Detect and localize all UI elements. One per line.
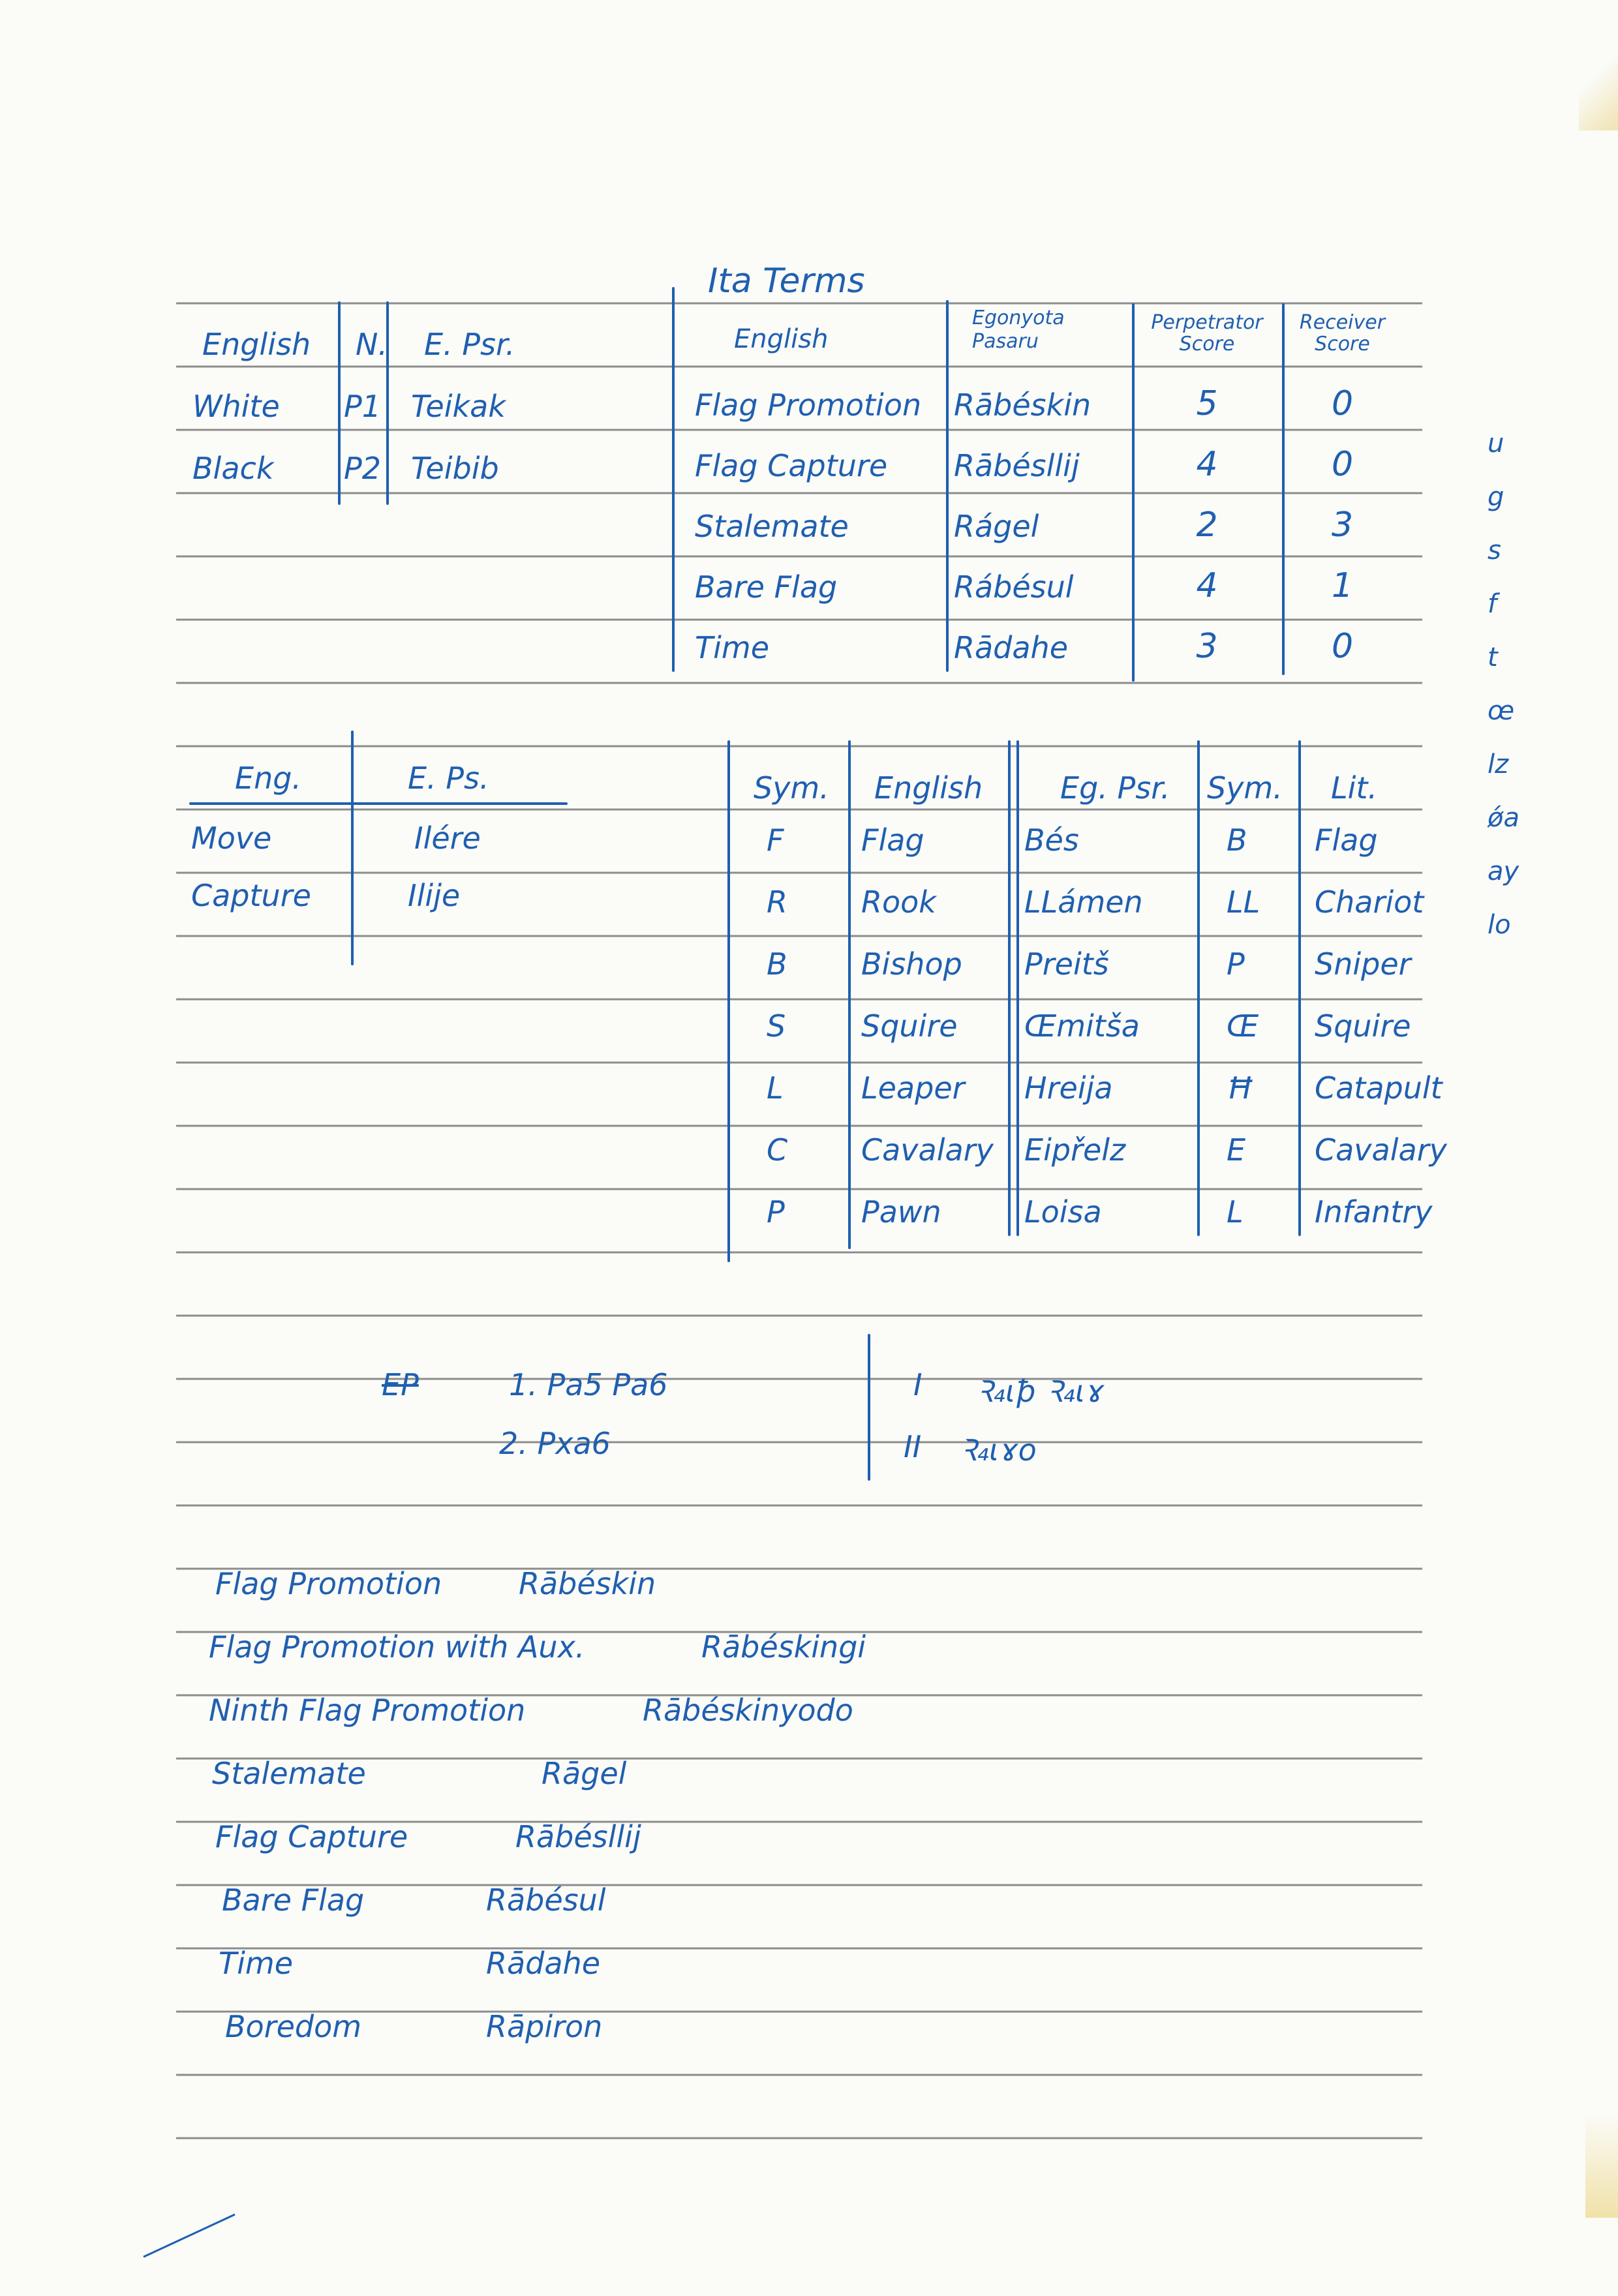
players-row-1-epsr: Teikak [411, 389, 506, 424]
side-letter: ay [1488, 856, 1519, 886]
pieces-row-sym: L [767, 1070, 784, 1106]
side-letter: s [1488, 536, 1501, 566]
players-header-english: English [202, 327, 311, 362]
pieces-row-sym: S [767, 1008, 786, 1044]
pieces-row-lit: Squire [1315, 1008, 1411, 1044]
scoring-row-receiver: 0 [1331, 445, 1354, 484]
pieces-row-sym2: E [1227, 1132, 1246, 1168]
term-english: Boredom [225, 2009, 362, 2044]
scoring-divider-1 [946, 300, 949, 672]
scoring-row-perpetrator: 2 [1196, 506, 1218, 545]
scoring-row-receiver: 0 [1331, 384, 1354, 423]
scoring-row-english: Stalemate [695, 509, 849, 544]
pieces-row-lit: Infantry [1315, 1194, 1433, 1230]
term-native: Rāgel [542, 1756, 627, 1791]
page-corner-stain [1579, 39, 1618, 130]
native-line-1: Ꝛ₄ɩꝥ Ꝛ₄ɩɤ [975, 1374, 1105, 1409]
pieces-row-egpsr: Hreija [1024, 1070, 1113, 1106]
pieces-row-sym: P [767, 1194, 785, 1230]
pieces-header-egpsr: Eg. Psr. [1060, 770, 1170, 806]
pieces-row-english: Bishop [861, 946, 962, 982]
native-line-2: Ꝛ₄ɩɤo [959, 1432, 1037, 1468]
pieces-row-sym2: P [1227, 946, 1245, 982]
moves-row-2-eng: Capture [191, 878, 311, 913]
notation-label: EP [382, 1367, 419, 1402]
pieces-row-sym2: Œ [1227, 1008, 1259, 1044]
scoring-header-egonyota: Egonyota Pasaru [972, 307, 1065, 353]
pieces-row-egpsr: Preitš [1024, 946, 1109, 982]
side-letter: t [1488, 642, 1498, 672]
scoring-row-egonyota: Rādahe [954, 630, 1068, 665]
pieces-row-english: Cavalary [861, 1132, 994, 1168]
pieces-row-sym2: B [1227, 823, 1247, 858]
page-title: Ita Terms [708, 262, 865, 301]
players-row-2-n: P2 [344, 451, 382, 486]
scoring-header-receiver: Receiver Score [1299, 311, 1386, 355]
players-row-1-english: White [192, 389, 280, 424]
term-english: Flag Promotion [215, 1566, 442, 1601]
moves-header-eng: Eng. [235, 761, 302, 796]
scoring-row-english: Flag Capture [695, 448, 888, 483]
pieces-row-english: Pawn [861, 1194, 941, 1230]
pieces-row-sym: C [767, 1132, 788, 1168]
pieces-row-english: Rook [861, 884, 936, 920]
term-native: Rābéskingi [701, 1629, 866, 1665]
scoring-row-receiver: 0 [1331, 627, 1354, 666]
scoring-row-egonyota: Rágel [954, 509, 1039, 544]
pieces-row-lit: Catapult [1315, 1070, 1442, 1106]
pieces-row-sym2: Ħ [1227, 1070, 1255, 1106]
pieces-row-sym: B [767, 946, 787, 982]
term-native: Rāpiron [486, 2009, 603, 2044]
scoring-row-perpetrator: 4 [1196, 566, 1218, 605]
players-row-1-n: P1 [344, 389, 382, 424]
side-letter: œ [1488, 696, 1515, 726]
scoring-row-egonyota: Rābésllij [954, 448, 1080, 483]
pieces-header-english: English [874, 770, 983, 806]
moves-row-1-eng: Move [191, 821, 272, 856]
scoring-row-egonyota: Rābéskin [954, 387, 1091, 423]
pieces-row-egpsr: Œmitša [1024, 1008, 1140, 1044]
pieces-divider-1 [848, 740, 851, 1249]
moves-header-eps: E. Ps. [408, 761, 489, 796]
pieces-row-sym: F [767, 823, 784, 858]
notation-line-2: 2. Pxa6 [499, 1426, 611, 1461]
pieces-divider-2b [1016, 740, 1019, 1236]
scoring-row-english: Time [695, 630, 769, 665]
side-letter: lz [1488, 749, 1509, 779]
pieces-row-lit: Flag [1315, 823, 1378, 858]
scoring-row-receiver: 3 [1331, 506, 1354, 545]
scoring-row-perpetrator: 3 [1196, 627, 1218, 666]
pieces-divider-3 [1197, 740, 1200, 1236]
term-english: Flag Capture [215, 1819, 408, 1854]
term-native: Rābésllij [515, 1819, 641, 1854]
moves-row-2-eps: Ilije [408, 878, 461, 913]
native-line-1-num: I [913, 1367, 923, 1402]
side-letter: ǿa [1488, 803, 1519, 833]
term-english: Bare Flag [222, 1882, 365, 1918]
scoring-row-receiver: 1 [1331, 566, 1354, 605]
pieces-row-lit: Chariot [1315, 884, 1424, 920]
players-row-2-english: Black [192, 451, 274, 486]
scoring-row-egonyota: Rábésul [954, 569, 1074, 605]
scoring-divider-3 [1282, 303, 1285, 675]
notation-divider [868, 1334, 870, 1481]
scoring-row-perpetrator: 5 [1196, 384, 1218, 423]
pen-stroke-mark [144, 2214, 235, 2257]
moves-divider [351, 731, 354, 965]
scoring-left-border [672, 287, 675, 672]
pieces-row-sym: R [767, 884, 787, 920]
scoring-row-english: Bare Flag [695, 569, 838, 605]
pieces-header-lit: Lit. [1331, 770, 1378, 806]
pieces-row-egpsr: Loisa [1024, 1194, 1102, 1230]
pieces-row-lit: Sniper [1315, 946, 1411, 982]
native-line-2-num: II [904, 1429, 922, 1464]
players-header-n: N. [356, 327, 388, 362]
pieces-row-english: Flag [861, 823, 924, 858]
players-row-2-epsr: Teibib [411, 451, 499, 486]
scoring-row-english: Flag Promotion [695, 387, 922, 423]
term-native: Rādahe [486, 1946, 600, 1981]
scoring-header-perpetrator: Perpetrator Score [1151, 311, 1263, 355]
pieces-row-egpsr: LLámen [1024, 884, 1143, 920]
term-english: Flag Promotion with Aux. [209, 1629, 585, 1665]
pieces-row-sym2: L [1227, 1194, 1244, 1230]
pieces-row-egpsr: Eipřelz [1024, 1132, 1126, 1168]
term-native: Rābésul [486, 1882, 606, 1918]
scoring-divider-2 [1132, 303, 1135, 682]
players-divider-1 [338, 301, 341, 505]
side-letter: g [1488, 482, 1504, 512]
pieces-row-english: Leaper [861, 1070, 965, 1106]
moves-header-underline [189, 802, 568, 805]
notation-line-1: 1. Pa5 Pa6 [509, 1367, 668, 1402]
pieces-divider-2a [1008, 740, 1011, 1236]
moves-row-1-eps: Ilére [414, 821, 481, 856]
pieces-row-egpsr: Bés [1024, 823, 1079, 858]
pieces-left-border [727, 740, 730, 1262]
side-letter: lo [1488, 910, 1511, 940]
pieces-header-sym: Sym. [754, 770, 829, 806]
side-letter: u [1488, 429, 1504, 459]
pieces-row-english: Squire [861, 1008, 958, 1044]
pieces-header-sym2: Sym. [1207, 770, 1283, 806]
scoring-row-perpetrator: 4 [1196, 445, 1218, 484]
term-english: Stalemate [212, 1756, 366, 1791]
term-english: Time [219, 1946, 293, 1981]
pieces-row-lit: Cavalary [1315, 1132, 1447, 1168]
page-edge-stain [1585, 2113, 1618, 2218]
term-native: Rābéskinyodo [643, 1693, 853, 1728]
scoring-header-english: English [734, 324, 829, 354]
players-header-epsr: E. Psr. [424, 327, 515, 362]
side-letter: f [1488, 589, 1497, 619]
term-native: Rābéskin [519, 1566, 656, 1601]
term-english: Ninth Flag Promotion [209, 1693, 526, 1728]
pieces-row-sym2: LL [1227, 884, 1260, 920]
pieces-divider-4 [1298, 740, 1301, 1236]
